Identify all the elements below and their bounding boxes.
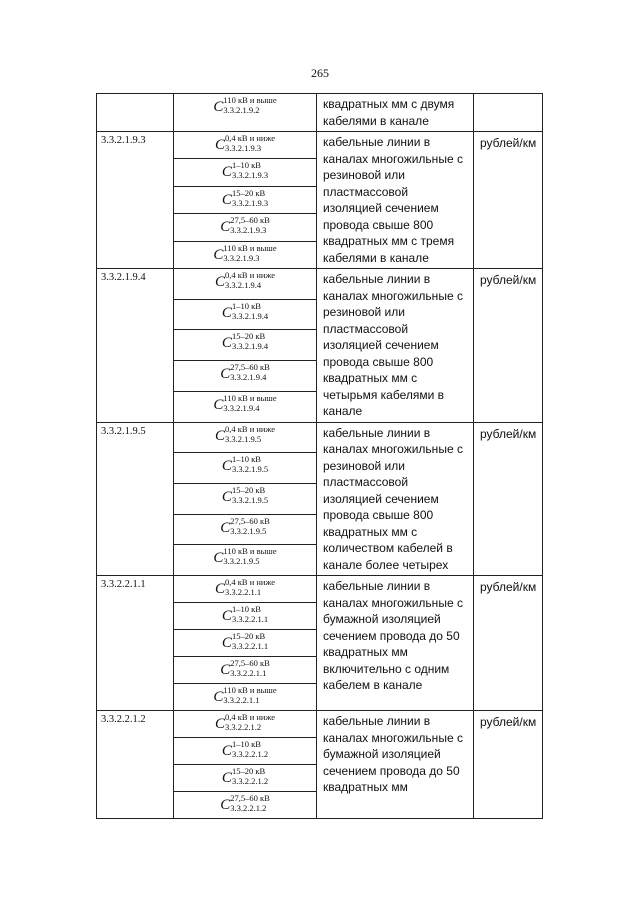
formula-symbol: C <box>215 274 226 290</box>
formula-superscript: 110 кВ и выше <box>223 95 277 105</box>
row-unit: рублей/км <box>474 422 543 576</box>
formula-symbol: C <box>220 797 231 813</box>
formula-subscript: 3.3.2.1.9.3 <box>231 170 269 181</box>
formula-superscript: 110 кВ и выше <box>223 392 277 403</box>
formula-subscript: 3.3.2.1.9.3 <box>230 225 267 236</box>
formula-cell <box>174 159 317 186</box>
table-row <box>97 94 543 132</box>
formula-superscript: 0,4 кВ и ниже <box>225 423 275 434</box>
formula-subscript: 3.3.2.2.1.2 <box>231 749 269 759</box>
formula-subscript: 3.3.2.2.1.2 <box>225 722 262 732</box>
page-number: 265 <box>311 66 329 80</box>
formula-superscript: 110 кВ и выше <box>223 242 277 253</box>
formula-cell <box>174 711 317 738</box>
formula-symbol: C <box>220 519 231 536</box>
formula-symbol: C <box>213 689 224 705</box>
row-unit: рублей/км <box>474 269 543 423</box>
formula-cell <box>174 422 317 453</box>
formula-superscript: 0,4 кВ и ниже <box>225 270 275 280</box>
row-description: кабельные линии в каналах многожильные с резиновой или пластмассовой изоляцией сечением провода свыше 800 квадратных мм с тремя кабелями в канале <box>317 132 474 269</box>
formula-subscript: 3.3.2.2.1.1 <box>223 695 260 705</box>
row-description: кабельные линии в каналах многожильные с бумажной изоляцией сечением провода до 50 квадратных мм <box>317 711 474 819</box>
formula-cell <box>174 269 317 300</box>
formula-symbol: C <box>221 191 232 208</box>
formula-cell <box>174 792 317 819</box>
row-code: 3.3.2.2.1.2 <box>97 711 174 819</box>
formula-cell <box>174 738 317 765</box>
formula-symbol: C <box>221 164 232 181</box>
formula-symbol: C <box>221 608 232 624</box>
formula-subscript: 3.3.2.1.9.4 <box>225 280 262 290</box>
formula-cell <box>174 603 317 630</box>
formula-superscript: 0,4 кВ и ниже <box>225 133 275 143</box>
row-code: 3.3.2.2.1.1 <box>97 576 174 711</box>
formula-subscript: 3.3.2.2.1.1 <box>231 614 269 624</box>
formula-superscript: 1–10 кВ <box>231 300 261 311</box>
formula-subscript: 3.3.2.1.9.5 <box>223 556 260 567</box>
formula-superscript: 1–10 кВ <box>231 454 261 465</box>
formula-cell <box>174 453 317 484</box>
table-row <box>97 576 543 603</box>
formula-cell <box>174 630 317 657</box>
formula-subscript: 3.3.2.2.1.2 <box>230 803 267 813</box>
formula-subscript: 3.3.2.1.9.3 <box>231 197 269 208</box>
row-unit: рублей/км <box>474 132 543 269</box>
formula-subscript: 3.3.2.1.9.4 <box>231 341 269 352</box>
table-row <box>97 711 543 738</box>
formula-symbol: C <box>215 716 226 732</box>
row-unit: рублей/км <box>474 576 543 711</box>
row-description: кабельные линии в каналах многожильные с бумажной изоляцией сечением провода до 50 квадратных мм включительно с одним кабелем в канале <box>317 576 474 711</box>
formula-subscript: 3.3.2.1.9.5 <box>231 464 269 475</box>
formula-subscript: 3.3.2.2.1.1 <box>230 668 267 678</box>
formula-symbol: C <box>220 219 231 236</box>
formula-cell <box>174 94 317 132</box>
formula-superscript: 1–10 кВ <box>231 739 261 749</box>
formula-superscript: 27,5–60 кВ <box>230 362 270 373</box>
formula-superscript: 27,5–60 кВ <box>230 215 270 226</box>
formula-symbol: C <box>221 743 232 759</box>
formula-superscript: 110 кВ и выше <box>223 685 277 695</box>
formula-subscript: 3.3.2.1.9.4 <box>223 402 260 413</box>
formula-subscript: 3.3.2.1.9.3 <box>225 143 262 153</box>
formula-superscript: 27,5–60 кВ <box>230 515 270 526</box>
formula-symbol: C <box>213 246 224 263</box>
table-row <box>97 422 543 453</box>
formula-cell <box>174 214 317 241</box>
formula-symbol: C <box>215 581 226 597</box>
formula-symbol: C <box>215 137 226 153</box>
formula-cell <box>174 330 317 361</box>
formula-superscript: 110 кВ и выше <box>223 546 277 557</box>
formula-subscript: 3.3.2.1.9.4 <box>230 372 267 383</box>
row-unit: рублей/км <box>474 711 543 819</box>
formula-cell <box>174 765 317 792</box>
formula-symbol: C <box>221 770 232 786</box>
formula-subscript: 3.3.2.2.1.2 <box>231 776 269 786</box>
formula-subscript: 3.3.2.2.1.1 <box>231 641 269 651</box>
formula-subscript: 3.3.2.1.9.4 <box>231 310 269 321</box>
formula-superscript: 1–10 кВ <box>231 604 261 614</box>
formula-symbol: C <box>213 550 224 567</box>
formula-superscript: 27,5–60 кВ <box>230 793 270 803</box>
formula-superscript: 1–10 кВ <box>231 160 261 171</box>
formula-cell <box>174 241 317 268</box>
row-description: кабельные линии в каналах многожильные с резиновой или пластмассовой изоляцией сечением провода свыше 800 квадратных мм с количеством кабелей в канале более четырех <box>317 422 474 576</box>
formula-superscript: 15–20 кВ <box>231 187 266 198</box>
formula-superscript: 15–20 кВ <box>231 484 266 495</box>
formula-subscript: 3.3.2.1.9.5 <box>225 433 262 444</box>
row-code <box>97 94 174 132</box>
formula-subscript: 3.3.2.1.9.5 <box>231 494 269 505</box>
table-row <box>97 269 543 300</box>
row-code: 3.3.2.1.9.4 <box>97 269 174 423</box>
formula-superscript: 15–20 кВ <box>231 331 266 342</box>
row-code: 3.3.2.1.9.3 <box>97 132 174 269</box>
formula-cell <box>174 391 317 422</box>
formula-cell <box>174 576 317 603</box>
formula-superscript: 15–20 кВ <box>231 766 266 776</box>
row-unit <box>474 94 543 132</box>
formula-cell <box>174 514 317 545</box>
formula-symbol: C <box>220 662 231 678</box>
tariff-table <box>96 93 543 819</box>
row-code: 3.3.2.1.9.5 <box>97 422 174 576</box>
formula-cell <box>174 132 317 159</box>
formula-subscript: 3.3.2.1.9.2 <box>223 105 260 115</box>
formula-cell <box>174 361 317 392</box>
formula-symbol: C <box>213 99 224 115</box>
formula-symbol: C <box>221 304 232 321</box>
formula-symbol: C <box>220 366 231 383</box>
formula-symbol: C <box>221 488 232 505</box>
formula-subscript: 3.3.2.1.9.3 <box>223 252 260 263</box>
formula-symbol: C <box>221 458 232 475</box>
formula-superscript: 27,5–60 кВ <box>230 658 270 668</box>
formula-subscript: 3.3.2.2.1.1 <box>225 587 262 597</box>
formula-symbol: C <box>221 635 232 651</box>
row-description: квадратных мм с двумя кабелями в канале <box>317 94 474 132</box>
row-description: кабельные линии в каналах многожильные с резиновой или пластмассовой изоляцией сечением провода свыше 800 квадратных мм с четырьмя кабелями в канале <box>317 269 474 423</box>
formula-cell <box>174 483 317 514</box>
formula-cell <box>174 299 317 330</box>
formula-cell <box>174 684 317 711</box>
formula-cell <box>174 657 317 684</box>
formula-symbol: C <box>215 427 226 444</box>
formula-cell <box>174 186 317 213</box>
table-row <box>97 132 543 159</box>
formula-superscript: 0,4 кВ и ниже <box>225 577 275 587</box>
formula-subscript: 3.3.2.1.9.5 <box>230 525 267 536</box>
formula-superscript: 0,4 кВ и ниже <box>225 712 275 722</box>
formula-symbol: C <box>221 335 232 352</box>
formula-symbol: C <box>213 396 224 413</box>
formula-cell <box>174 545 317 576</box>
formula-superscript: 15–20 кВ <box>231 631 266 641</box>
